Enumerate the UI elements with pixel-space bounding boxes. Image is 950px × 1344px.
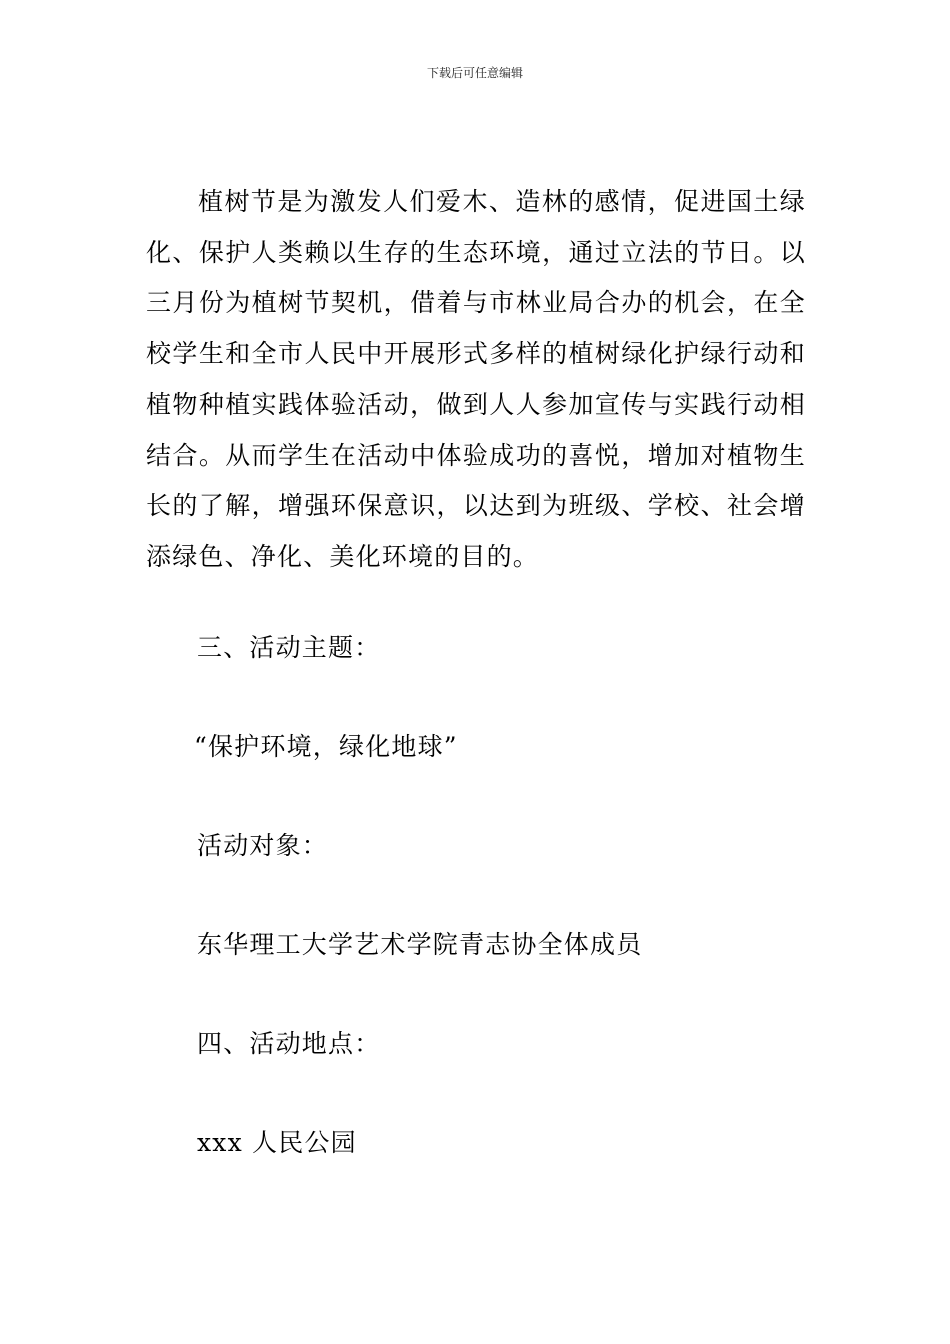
activity-target: 东华理工大学艺术学院青志协全体成员 — [197, 930, 643, 959]
section-4-heading: 四、活动地点： — [197, 1029, 381, 1058]
intro-paragraph: 植树节是为激发人们爱木、造林的感情，促进国土绿化、保护人类赖以生存的生态环境，通过立法的节日。以三月份为植树节契机，借着与市林业局合办的机会，在全校学生和全市人民中开展形式多样的植树绿化护绿行动和植物种植实践体验活动，做到人人参加宣传与实践行动相结合。从而学生在活动中体验成功的喜悦，增加对植物生长的了解，增强环保意识，以达到为班级、学校、社会增添绿色、净化、美化环境的目的。 — [146, 187, 806, 571]
activity-theme: “保护环境，绿化地球” — [194, 732, 458, 761]
activity-target-heading: 活动对象： — [197, 831, 329, 860]
activity-location: xxx 人民公园 — [197, 1128, 357, 1157]
section-3-heading: 三、活动主题： — [197, 633, 381, 662]
page-header-note: 下载后可任意编辑 — [426, 66, 523, 80]
